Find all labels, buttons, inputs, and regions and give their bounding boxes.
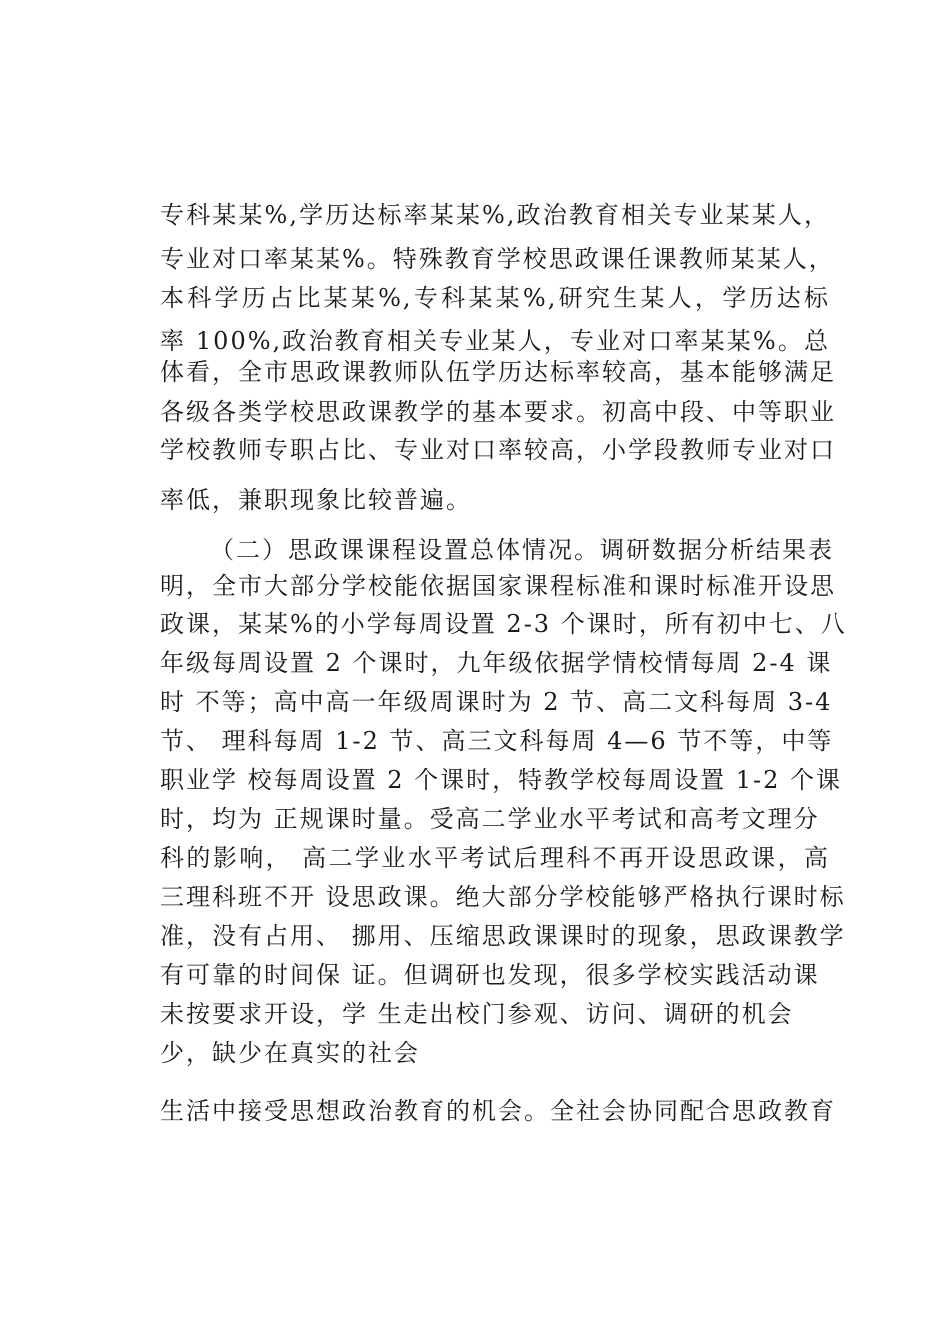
text-line: 准，没有占用、 挪用、压缩思政课课时的现象，思政课教学	[160, 922, 846, 950]
text-line: 专业对口率某某%。特殊教育学校思政课任课教师某某人，	[160, 245, 835, 273]
text-line: 率 100%,政治教育相关专业某人，专业对口率某某%。总	[160, 327, 830, 355]
text-line: 科的影响， 高二学业水平考试后理科不再开设思政课，高	[160, 844, 830, 872]
text-line: 本科学历占比某某%,专科某某%,研究生某人，学历达标	[160, 284, 830, 312]
text-line: 时，均为 正规课时量。受高二学业水平考试和高考文理分	[160, 805, 820, 833]
text-line: 专科某某%,学历达标率某某%,政治教育相关专业某某人，	[160, 201, 830, 229]
text-line: 明，全市大部分学校能依据国家课程标准和课时标准开设思	[160, 572, 836, 600]
text-line: 年级每周设置 2 个课时，九年级依据学情校情每周 2-4 课	[160, 649, 833, 677]
text-line: 生活中接受思想政治教育的机会。全社会协同配合思政教育	[160, 1097, 836, 1125]
text-line: 学校教师专职占比、专业对口率较高，小学段教师专业对口	[160, 436, 836, 464]
text-line: 体看，全市思政课教师队伍学历达标率较高，基本能够满足	[160, 358, 836, 386]
text-line: 各级各类学校思政课教学的基本要求。初高中段、中等职业	[160, 398, 836, 426]
text-line: 有可靠的时间保 证。但调研也发现，很多学校实践活动课	[160, 961, 820, 989]
text-line: （二）思政课课程设置总体情况。调研数据分析结果表	[210, 536, 834, 564]
text-line: 未按要求开设，学 生走出校门参观、访问、调研的机会	[160, 1000, 794, 1028]
text-line: 三理科班不开 设思政课。绝大部分学校能够严格执行课时标	[160, 883, 846, 911]
text-line: 政课，某某%的小学每周设置 2-3 个课时，所有初中七、八	[160, 610, 847, 638]
text-line: 时 不等；高中高一年级周课时为 2 节、高二文科每周 3-4	[160, 688, 833, 716]
text-line: 职业学 校每周设置 2 个课时，特教学校每周设置 1-2 个课	[160, 766, 843, 794]
text-line: 节、 理科每周 1-2 节、高三文科每周 4—6 节不等，中等	[160, 727, 834, 755]
text-line: 少，缺少在真实的社会	[160, 1039, 420, 1067]
text-line: 率低，兼职现象比较普遍。	[160, 486, 472, 514]
